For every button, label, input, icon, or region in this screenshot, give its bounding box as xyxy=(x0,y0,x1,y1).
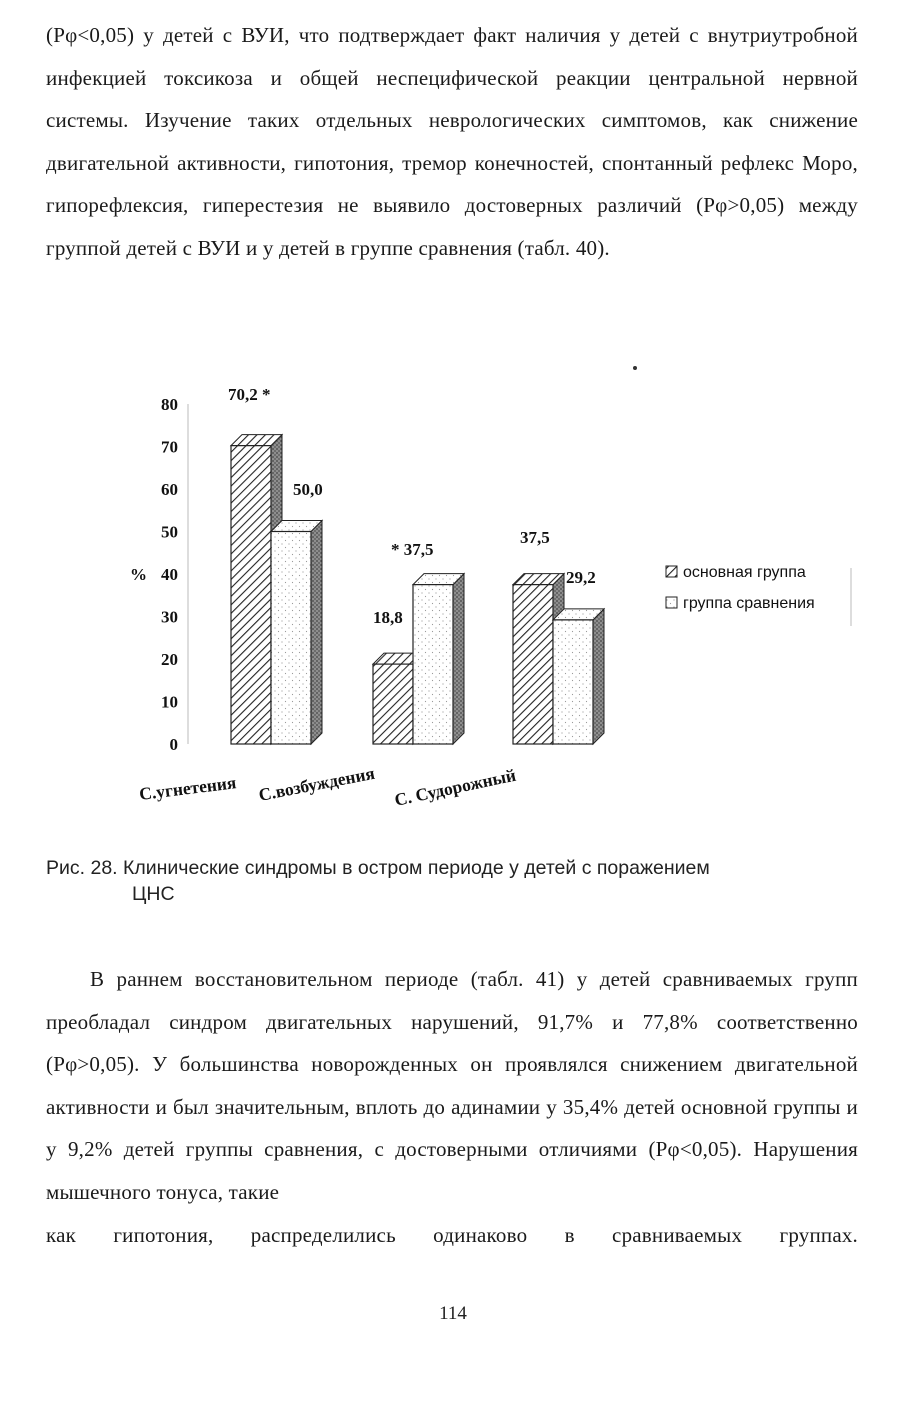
caption-prefix: Рис. 28. xyxy=(46,857,118,879)
paragraph2-last: как гипотония, распределились одинаково в сравниваемых группах. xyxy=(46,1222,858,1247)
body-paragraph-2 xyxy=(46,958,858,1256)
y-tick-label: 30 xyxy=(161,607,178,627)
bars xyxy=(231,435,604,744)
data-label: 50,0 xyxy=(293,480,323,499)
legend-label: основная группа xyxy=(683,564,806,581)
y-tick-label: 0 xyxy=(169,735,178,754)
y-tick-label: 10 xyxy=(161,692,178,712)
bar-front xyxy=(373,664,413,744)
bar-front xyxy=(513,585,553,744)
bar-front xyxy=(413,585,453,744)
y-tick-label: 80 xyxy=(161,395,178,414)
legend-swatch xyxy=(666,566,677,577)
y-tick-label: 70 xyxy=(161,437,178,457)
bar-front xyxy=(271,532,311,745)
bar-1-1 xyxy=(413,574,464,744)
bar-front xyxy=(231,446,271,744)
figure-caption xyxy=(46,855,846,907)
body-paragraph-1: (Pφ<0,05) у детей с ВУИ, что подтверждает факт наличия у детей с внутриутробной инфекцией токсикоза и общей неспецифической реакции центральной нервной системы. Изучение таких отдельных неврологических симптомов, как снижение двигательной активности, гипотония, тремор конечностей, спонтанный рефлекс Моро, гипорефлексия, гиперестезия не выявило достоверных различий (Pφ>0,05) между группой детей с ВУИ и у детей в группе сравнения (табл. 40). xyxy=(46,23,858,260)
data-label: 70,2 * xyxy=(228,385,271,404)
data-label: 29,2 xyxy=(566,568,596,587)
bar-side xyxy=(593,609,604,744)
bar-front xyxy=(553,620,593,744)
category-label: С. Судорожный xyxy=(392,764,518,810)
bar-side xyxy=(311,521,322,745)
data-label: 18,8 xyxy=(373,608,403,627)
caption-line2: ЦНС xyxy=(132,883,175,905)
bar-1-2 xyxy=(553,609,604,744)
bar-side xyxy=(453,574,464,744)
y-tick-label: 50 xyxy=(161,522,178,542)
category-label: С.возбуждения xyxy=(256,762,377,805)
caption-line1: Клинические синдромы в остром периоде у детей с поражением xyxy=(123,857,710,879)
page-number: 114 xyxy=(439,1303,467,1324)
bar-1-0 xyxy=(271,521,322,745)
y-tick-label: 40 xyxy=(161,565,178,584)
y-tick-label: 20 xyxy=(161,650,178,669)
legend-swatch xyxy=(666,597,677,608)
y-axis xyxy=(130,395,188,754)
category-label: С.угнетения xyxy=(138,772,238,804)
y-axis-label: % xyxy=(130,565,147,584)
legend xyxy=(666,564,851,626)
paragraph2-body: В раннем восстановительном периоде (табл. 41) у детей сравниваемых групп преобладал синдром двигательных нарушений, 91,7% и 77,8% соответственно (Pφ>0,05). У большинства новорожденных он проявлялся снижением двигательной активности и был значительным, вплоть до адинамии у 35,4% детей основной группы и у 9,2% детей группы сравнения, с достоверными отличиями (Pφ<0,05). Нарушения мышечного тонуса, такие xyxy=(46,967,858,1204)
category-labels xyxy=(138,763,517,810)
data-label: * 37,5 xyxy=(391,540,434,559)
legend-label: группа сравнения xyxy=(683,595,815,612)
data-label: 37,5 xyxy=(520,528,550,547)
bar-chart xyxy=(0,360,906,830)
y-tick-label: 60 xyxy=(161,480,178,499)
